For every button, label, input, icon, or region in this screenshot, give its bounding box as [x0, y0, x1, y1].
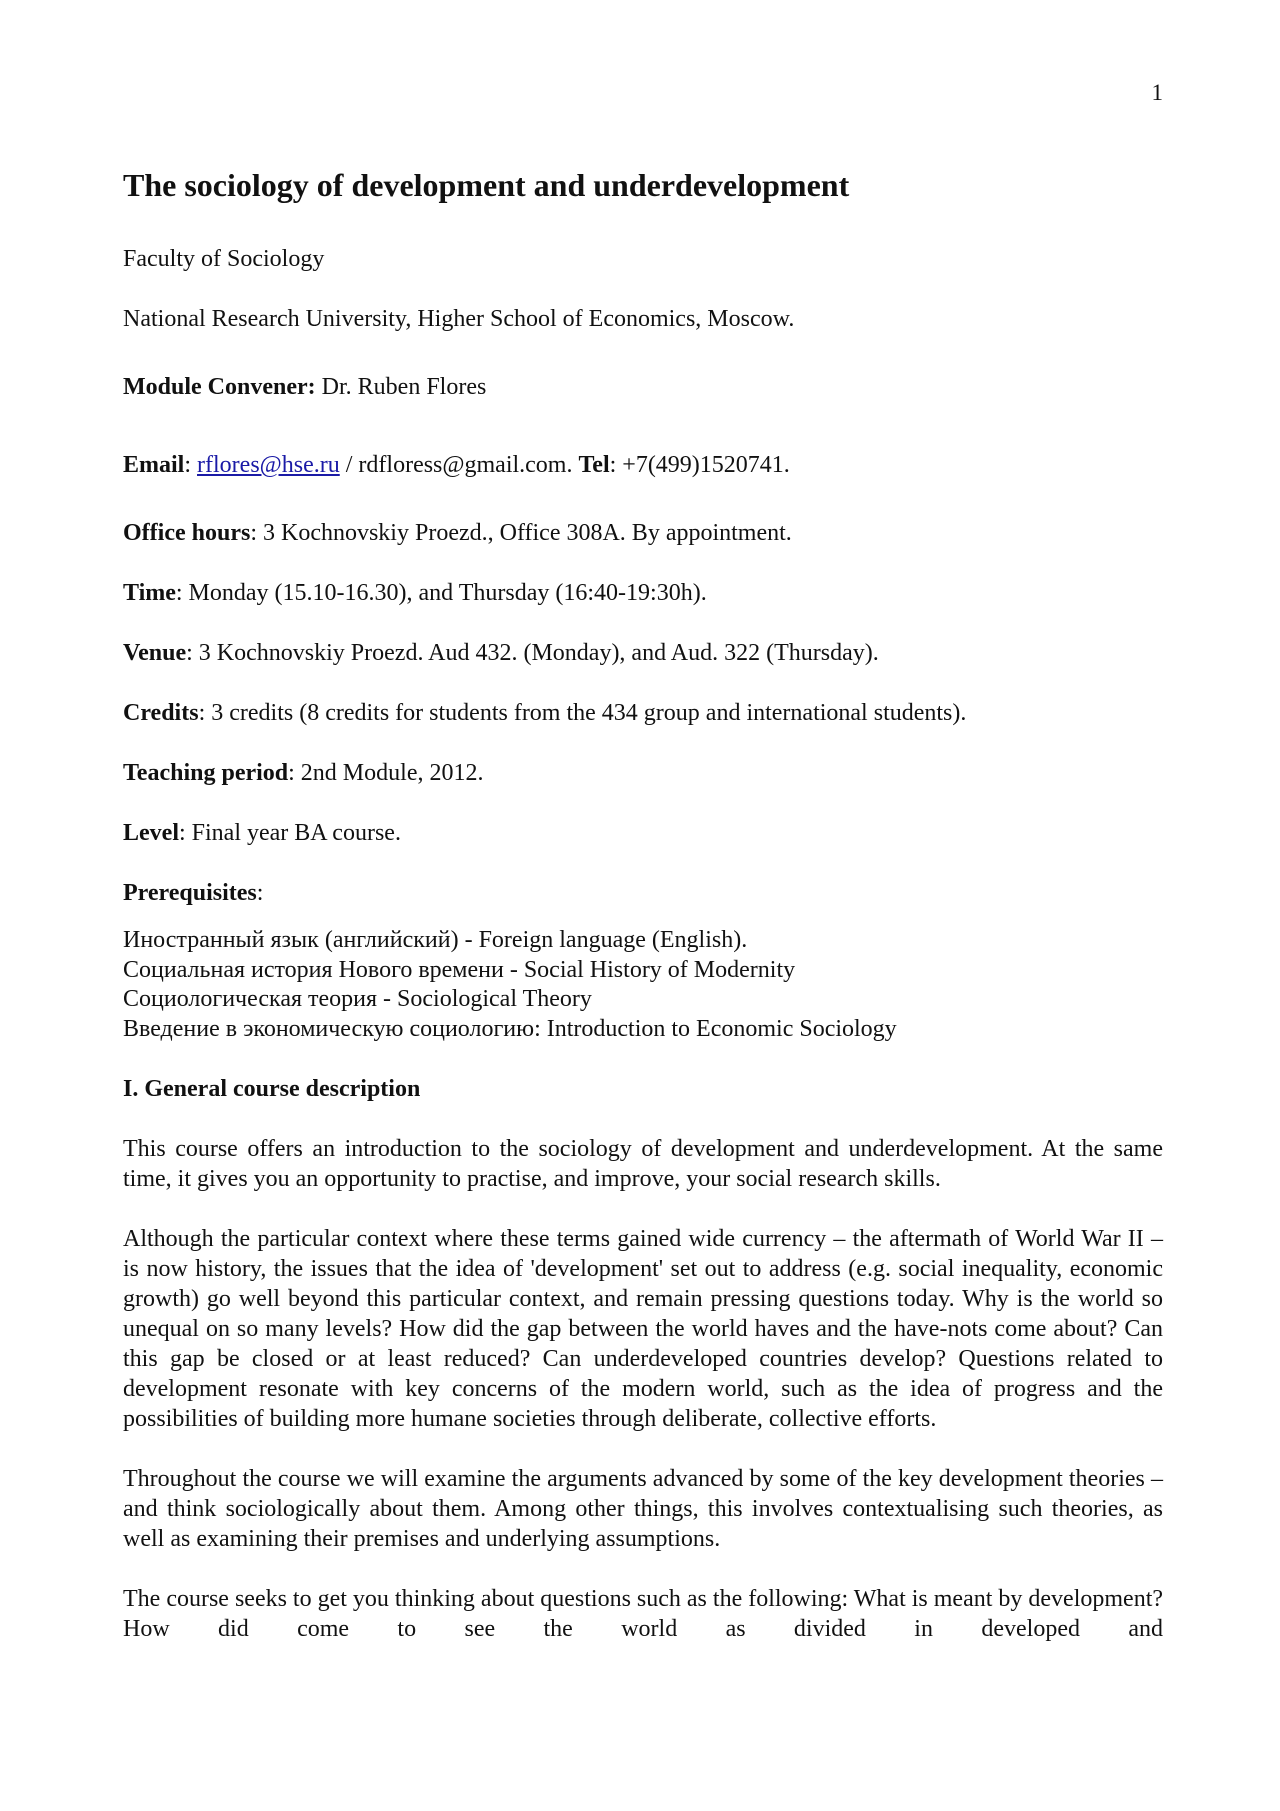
- tel-value: : +7(499)1520741.: [609, 452, 790, 478]
- section-heading: I. General course description: [123, 1076, 421, 1102]
- venue-value: : 3 Kochnovskiy Proezd. Aud 432. (Monday), and Aud. 322 (Thursday).: [186, 640, 879, 666]
- prerequisite-item: Введение в экономическую социологию: Introduction to Economic Sociology: [123, 1015, 897, 1042]
- prerequisite-item: Иностранный язык (английский) - Foreign language (English).: [123, 927, 748, 953]
- office-hours-line: [123, 518, 1163, 548]
- email-label: Email: [123, 452, 185, 478]
- body-paragraph: Although the particular context where these terms gained wide currency – the aftermath of World War II – is now history, the issues that the idea of 'development' set out to address (e.g. social inequality, economic growth) go well beyond this particular context, and remain pressing questions today. Why is the world so unequal on so many levels? How did the gap between the world haves and the have-nots come about? Can this gap be closed or at least reduced? Can underdeveloped countries develop? Questions related to development resonate with key concerns of the modern world, such as the idea of progress and the possibilities of building more humane societies through deliberate, collective efforts.: [123, 1226, 1163, 1432]
- document-body: [123, 166, 1163, 1644]
- prerequisite-item: Социологическая теория - Sociological Theory: [123, 986, 592, 1012]
- contact-line: [123, 450, 1163, 480]
- venue-line: [123, 638, 1163, 668]
- teaching-period-label: Teaching period: [123, 760, 289, 786]
- email-sep: :: [184, 452, 198, 478]
- credits-label: Credits: [123, 700, 199, 726]
- time-value: : Monday (15.10-16.30), and Thursday (16:40-19:30h).: [175, 580, 707, 606]
- prerequisites-list: [123, 926, 1163, 1044]
- body-paragraph: Throughout the course we will examine the arguments advanced by some of the key development theories – and think sociologically about them. Among other things, this involves contextualising such theories, as well as examining their premises and underlying assumptions.: [123, 1466, 1163, 1552]
- level-line: [123, 818, 1163, 848]
- teaching-period-line: [123, 758, 1163, 788]
- convener-label: Module Convener:: [123, 374, 316, 400]
- office-hours-value: : 3 Kochnovskiy Proezd., Office 308A. By appointment.: [250, 520, 792, 546]
- teaching-period-value: : 2nd Module, 2012.: [288, 760, 484, 786]
- credits-line: [123, 698, 1163, 728]
- faculty-line: Faculty of Sociology: [123, 246, 325, 272]
- page-number: 1: [1151, 80, 1163, 105]
- email-link[interactable]: rflores@hse.ru: [197, 452, 340, 478]
- time-line: [123, 578, 1163, 608]
- document-title: The sociology of development and underdevelopment: [123, 167, 850, 203]
- prerequisites-label: Prerequisites: [123, 880, 257, 906]
- body-paragraph: This course offers an introduction to the sociology of development and underdevelopment. At the same time, it gives you an opportunity to practise, and improve, your social research skills.: [123, 1136, 1163, 1192]
- level-value: : Final year BA course.: [178, 820, 401, 846]
- university-line: National Research University, Higher School of Economics, Moscow.: [123, 306, 795, 332]
- credits-value: : 3 credits (8 credits for students from the 434 group and international students).: [198, 700, 967, 726]
- tel-label: Tel: [578, 452, 610, 478]
- prerequisites-colon: :: [256, 880, 264, 906]
- venue-label: Venue: [123, 640, 187, 666]
- time-label: Time: [123, 580, 176, 606]
- level-label: Level: [123, 820, 179, 846]
- prerequisites-line: [123, 878, 1163, 908]
- convener-value: Dr. Ruben Flores: [315, 374, 487, 400]
- office-hours-label: Office hours: [123, 520, 251, 546]
- email-rest: / rdfloress@gmail.com.: [339, 452, 579, 478]
- body-paragraph: The course seeks to get you thinking about questions such as the following: What is meant by development? How did come to see the world as divided in developed and: [123, 1586, 1164, 1642]
- prerequisite-item: Социальная история Нового времени - Social History of Modernity: [123, 956, 796, 983]
- convener-line: [123, 372, 1163, 402]
